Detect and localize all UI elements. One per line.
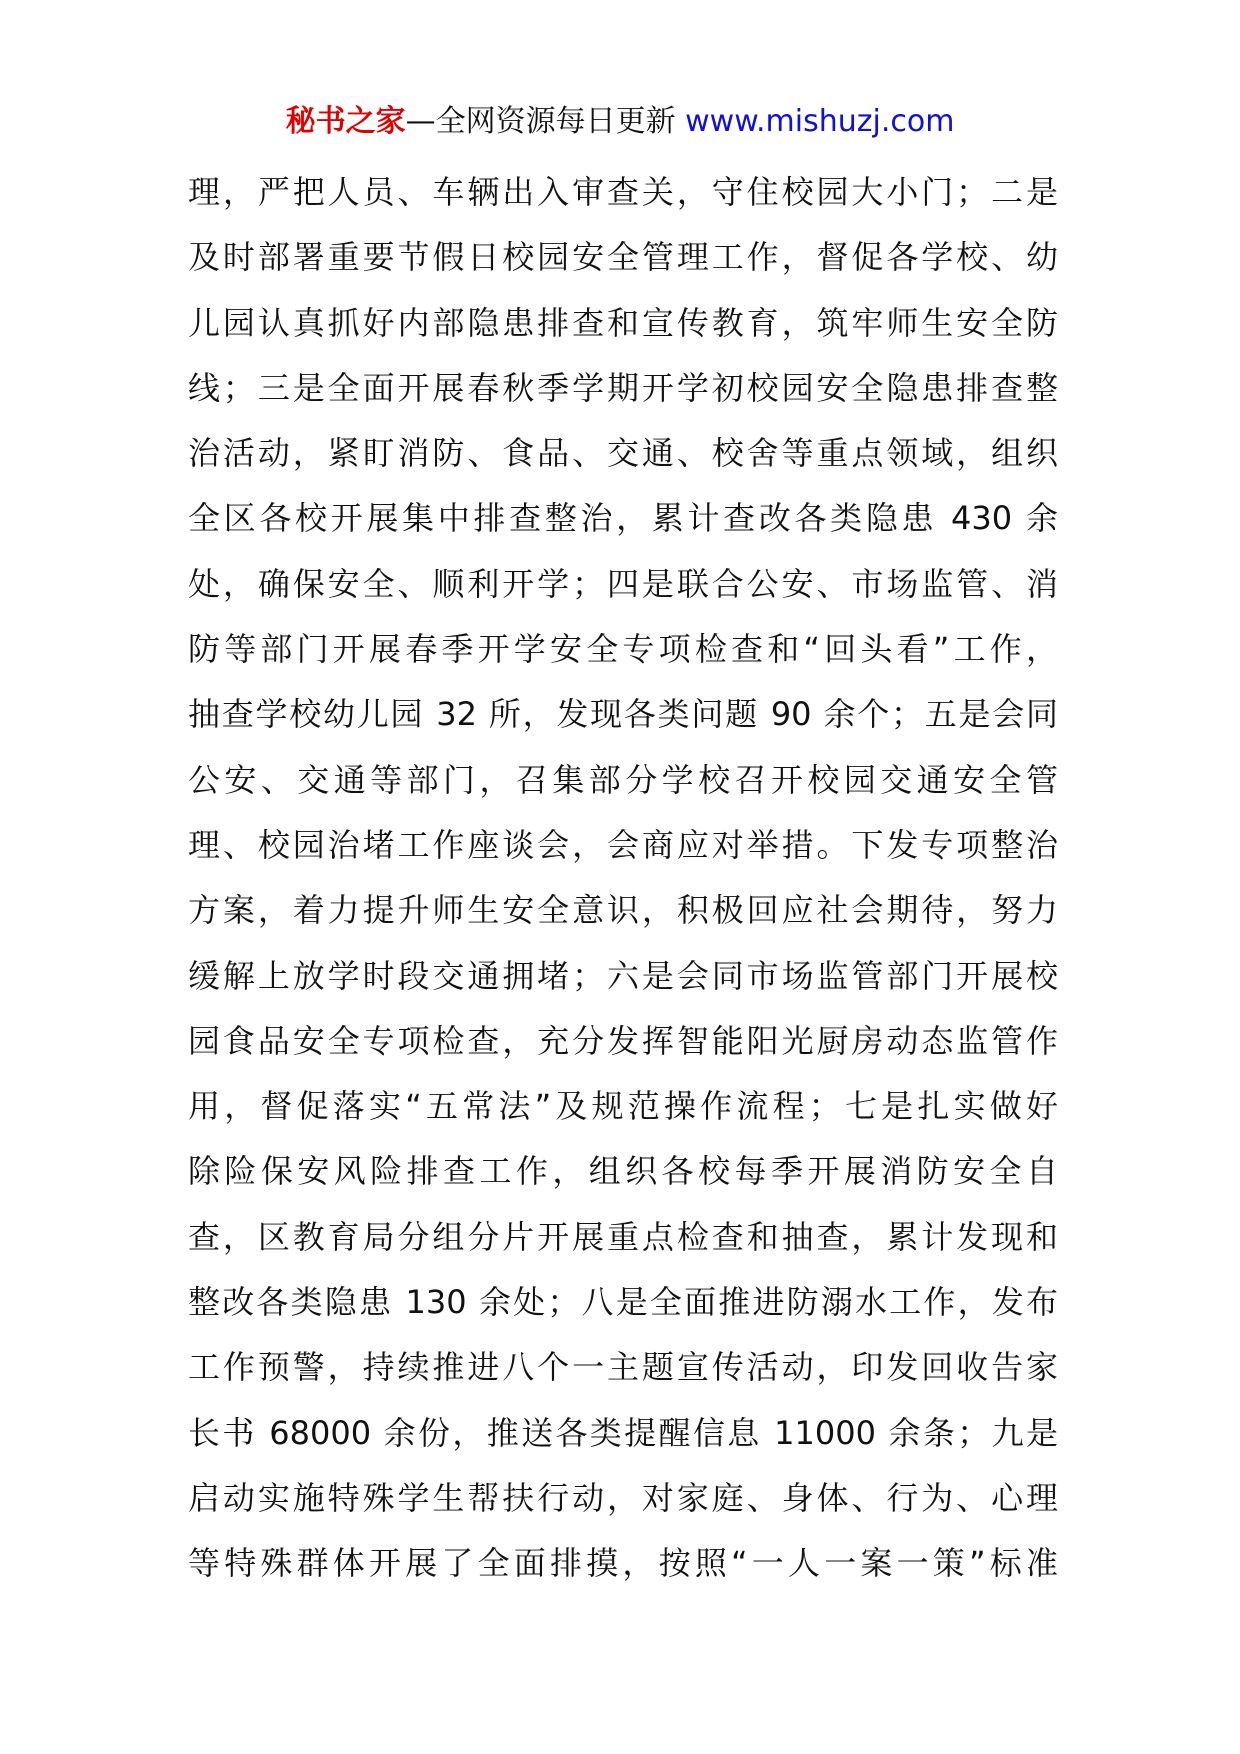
- header-brand: 秘书之家: [285, 104, 406, 139]
- page-header: [0, 100, 1240, 144]
- text-line: 长书 68000 余份，推送各类提醒信息 11000 余条；九是: [188, 1413, 1058, 1452]
- text-line: 防等部门开展春季开学安全专项检查和“回头看”工作，: [188, 630, 1058, 669]
- header-tagline: —全网资源每日更新: [405, 104, 686, 139]
- text-line: 治活动，紧盯消防、食品、交通、校舍等重点领域，组织: [188, 434, 1058, 473]
- text-line: 理，严把人员、车辆出入审查关，守住校园大小门；二是: [188, 173, 1058, 211]
- text-line: 等特殊群体开展了全面排摸，按照“一人一案一策”标准: [188, 1544, 1058, 1583]
- text-line: 全区各校开展集中排查整治，累计查改各类隐患 430 余: [188, 499, 1058, 538]
- text-line: 启动实施特殊学生帮扶行动，对家庭、身体、行为、心理: [188, 1478, 1058, 1517]
- text-line: 工作预警，持续推进八个一主题宣传活动，印发回收告家: [188, 1348, 1058, 1387]
- text-line: 方案，着力提升师生安全意识，积极回应社会期待，努力: [188, 891, 1058, 930]
- body-paragraph: [188, 164, 1058, 1601]
- text-line: 园食品安全专项检查，充分发挥智能阳光厨房动态监管作: [188, 1021, 1058, 1060]
- text-line: 理、校园治堵工作座谈会，会商应对举措。下发专项整治: [188, 825, 1058, 864]
- text-line: 线；三是全面开展春秋季学期开学初校园安全隐患排查整: [188, 368, 1058, 407]
- text-line: 整改各类隐患 130 余处；八是全面推进防溺水工作，发布: [188, 1283, 1058, 1322]
- text-line: 除险保安风险排查工作，组织各校每季开展消防安全自: [188, 1152, 1058, 1191]
- text-line: 儿园认真抓好内部隐患排查和宣传教育，筑牢师生安全防: [188, 303, 1058, 342]
- text-line: 抽查学校幼儿园 32 所，发现各类问题 90 余个；五是会同: [188, 695, 1058, 734]
- header-url-link[interactable]: www.mishuzj.com: [685, 104, 955, 139]
- text-line: 缓解上放学时段交通拥堵；六是会同市场监管部门开展校: [188, 956, 1058, 995]
- text-line: 查，区教育局分组分片开展重点检查和抽查，累计发现和: [188, 1217, 1058, 1256]
- text-line: 公安、交通等部门，召集部分学校召开校园交通安全管: [188, 760, 1058, 799]
- text-line: 处，确保安全、顺利开学；四是联合公安、市场监管、消: [188, 564, 1058, 603]
- text-line: 及时部署重要节假日校园安全管理工作，督促各学校、幼: [188, 238, 1058, 277]
- text-line: 用，督促落实“五常法”及规范操作流程；七是扎实做好: [188, 1087, 1058, 1126]
